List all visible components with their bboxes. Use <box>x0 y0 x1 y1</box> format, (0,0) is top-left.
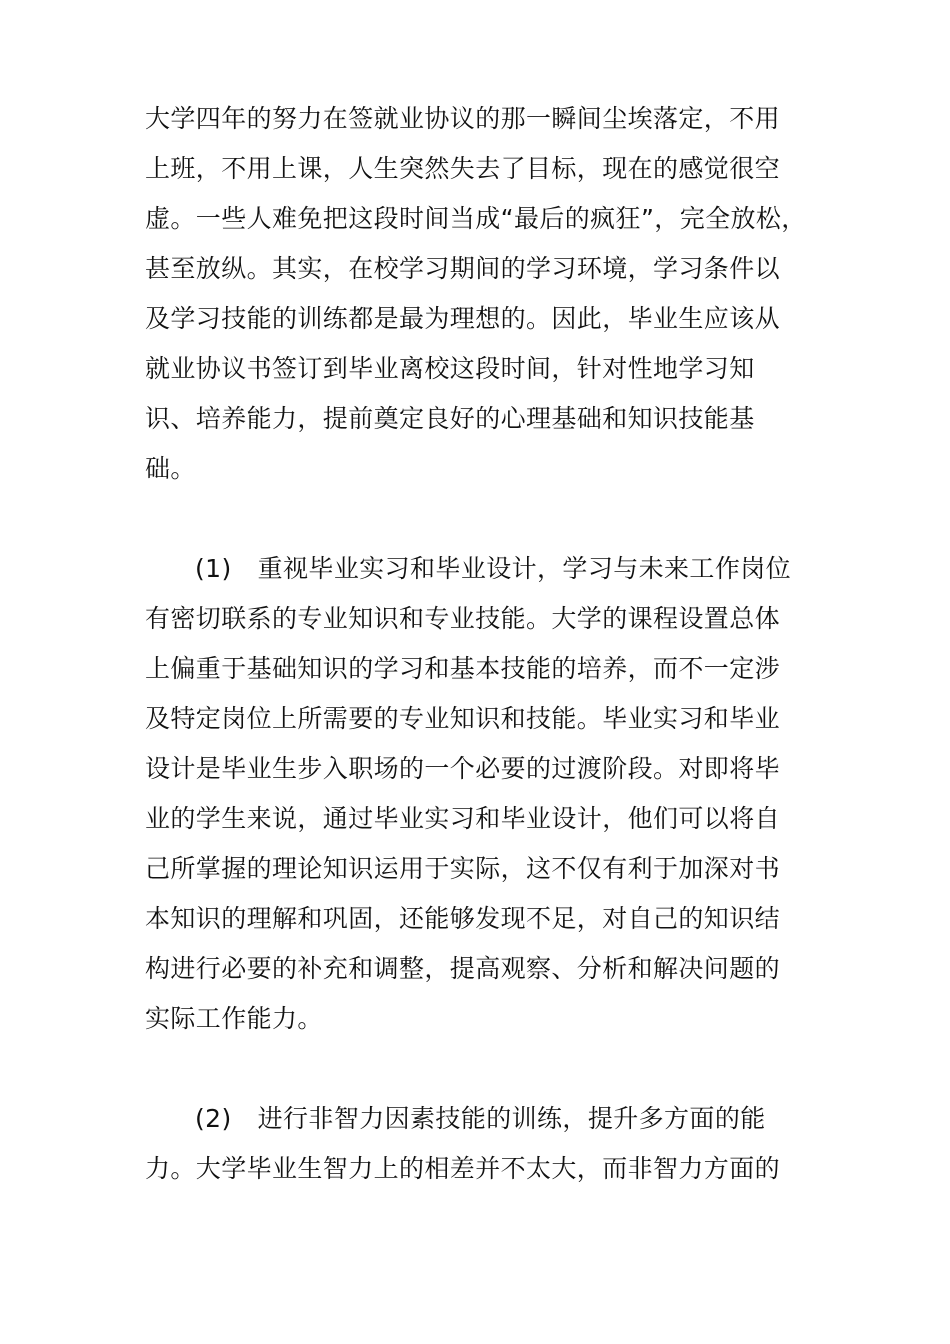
section-1-line: 己所掌握的理论知识运用于实际，这不仅有利于加深对书 <box>145 854 781 883</box>
intro-line: 就业协议书签订到毕业离校这段时间，针对性地学习知 <box>145 354 755 383</box>
list-marker: (1) <box>195 554 232 583</box>
list-marker: (2) <box>195 1104 232 1133</box>
section-1-line: 业的学生来说，通过毕业实习和毕业设计，他们可以将自 <box>145 804 781 833</box>
section-1-line: 本知识的理解和巩固，还能够发现不足，对自己的知识结 <box>145 904 781 933</box>
intro-line: 及学习技能的训练都是最为理想的。因此，毕业生应该从 <box>145 304 781 333</box>
section-1-line: 上偏重于基础知识的学习和基本技能的培养，而不一定涉 <box>145 654 781 683</box>
section-2-first-line <box>195 1102 766 1136</box>
intro-line: 上班，不用上课，人生突然失去了目标，现在的感觉很空 <box>145 154 781 183</box>
intro-line: 甚至放纵。其实，在校学习期间的学习环境，学习条件以 <box>145 254 781 283</box>
section-2-heading-text: 进行非智力因素技能的训练，提升多方面的能 <box>257 1104 766 1133</box>
section-1-first-line <box>195 552 791 586</box>
intro-line: 大学四年的努力在签就业协议的那一瞬间尘埃落定，不用 <box>145 104 781 133</box>
intro-line: 虚。一些人难免把这段时间当成“最后的疯狂”，完全放松， <box>145 204 807 233</box>
section-1-line: 及特定岗位上所需要的专业知识和技能。毕业实习和毕业 <box>145 704 781 733</box>
section-1-line: 构进行必要的补充和调整，提高观察、分析和解决问题的 <box>145 954 781 983</box>
section-1-line: 实际工作能力。 <box>145 1004 323 1033</box>
intro-line: 础。 <box>145 454 196 483</box>
section-2-line: 力。大学毕业生智力上的相差并不太大，而非智力方面的 <box>145 1154 781 1183</box>
section-1-line: 设计是毕业生步入职场的一个必要的过渡阶段。对即将毕 <box>145 754 781 783</box>
intro-line: 识、培养能力，提前奠定良好的心理基础和知识技能基 <box>145 404 755 433</box>
section-1-heading-text: 重视毕业实习和毕业设计，学习与未来工作岗位 <box>257 554 792 583</box>
section-1-line: 有密切联系的专业知识和专业技能。大学的课程设置总体 <box>145 604 781 633</box>
